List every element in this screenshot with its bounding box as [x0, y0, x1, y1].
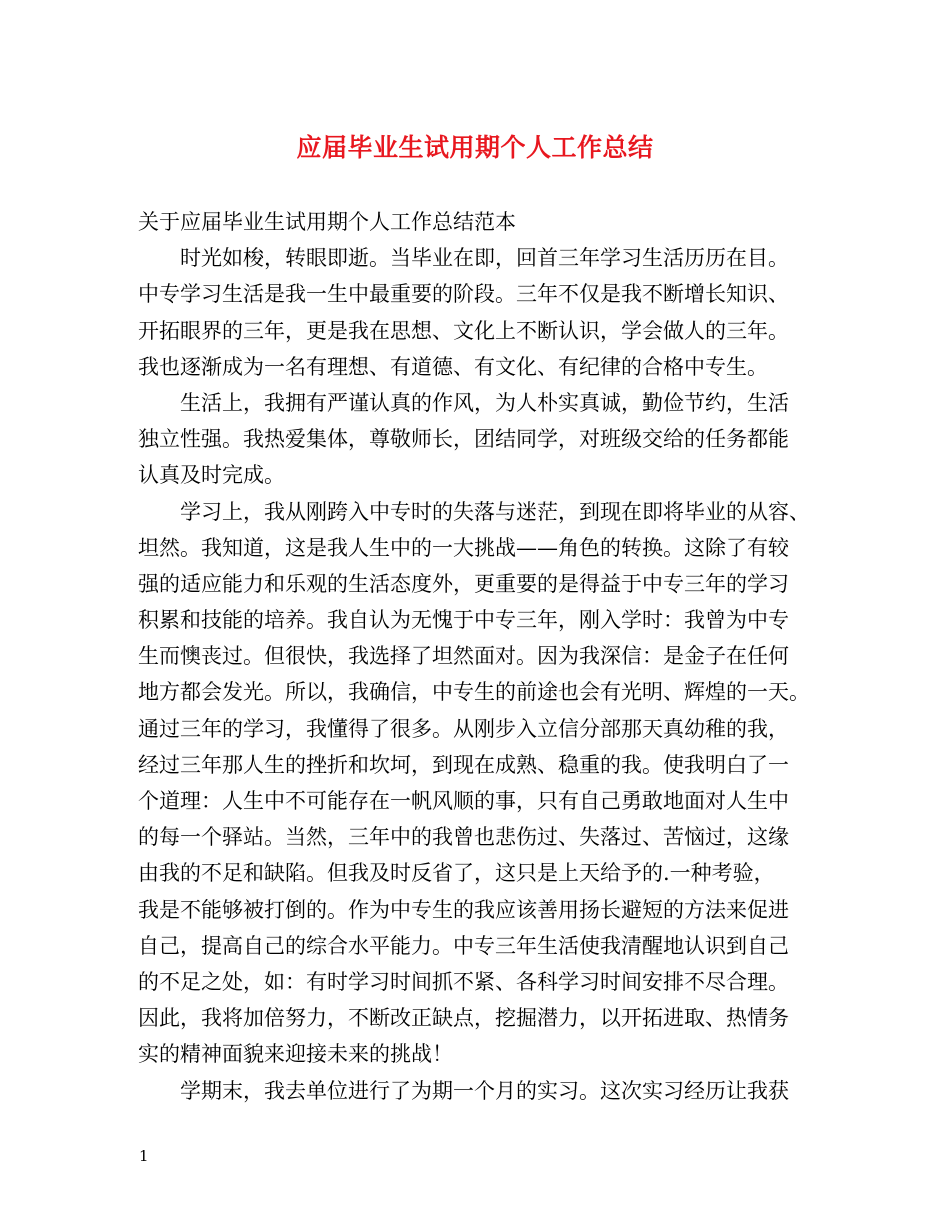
text-line: 的不足之处，如：有时学习时间抓不紧、各科学习时间安排不尽合理。 — [138, 969, 789, 994]
text-line: 中专学习生活是我一生中最重要的阶段。三年不仅是我不断增长知识、 — [138, 282, 789, 307]
text-line: 实的精神面貌来迎接未来的挑战！ — [138, 1042, 453, 1067]
text-line: 强的适应能力和乐观的生活态度外，更重要的是得益于中专三年的学习 — [138, 571, 789, 596]
text-line: 因此，我将加倍努力，不断改正缺点，挖掘潜力，以开拓进取、热情务 — [138, 1006, 789, 1031]
text-line: 学期末，我去单位进行了为期一个月的实习。这次实习经历让我获 — [138, 1078, 789, 1103]
text-line: 经过三年那人生的挫折和坎坷，到现在成熟、稳重的我。使我明白了一 — [138, 752, 789, 777]
text-line: 关于应届毕业生试用期个人工作总结范本 — [138, 210, 516, 234]
text-line: 时光如梭，转眼即逝。当毕业在即，回首三年学习生活历历在目。 — [138, 246, 789, 271]
text-line: 由我的不足和缺陷。但我及时反省了，这只是上天给予的.一种考验， — [138, 861, 775, 886]
text-line: 生而懊丧过。但很快，我选择了坦然面对。因为我深信：是金子在任何 — [138, 644, 789, 669]
text-line: 自己，提高自己的综合水平能力。中专三年生活使我清醒地认识到自己 — [138, 933, 789, 958]
text-line: 地方都会发光。所以，我确信，中专生的前途也会有光明、辉煌的一天。 — [138, 680, 810, 705]
page-number: 1 — [139, 1147, 149, 1165]
text-line: 认真及时完成。 — [138, 463, 285, 488]
text-line: 学习上，我从刚跨入中专时的失落与迷茫，到现在即将毕业的从容、 — [138, 499, 810, 524]
text-line: 个道理：人生中不可能存在一帆风顺的事，只有自己勇敢地面对人生中 — [138, 789, 789, 813]
text-line: 开拓眼界的三年，更是我在思想、文化上不断认识，学会做人的三年。 — [138, 318, 789, 343]
text-line: 坦然。我知道，这是我人生中的一大挑战——角色的转换。这除了有较 — [138, 535, 789, 560]
text-line: 积累和技能的培养。我自认为无愧于中专三年，刚入学时：我曾为中专 — [138, 608, 789, 633]
text-line: 我也逐渐成为一名有理想、有道德、有文化、有纪律的合格中专生。 — [138, 354, 768, 379]
document-title: 应届毕业生试用期个人工作总结 — [296, 133, 654, 162]
document-body — [138, 204, 838, 1109]
text-line: 通过三年的学习，我懂得了很多。从刚步入立信分部那天真幼稚的我， — [138, 716, 789, 741]
text-line: 生活上，我拥有严谨认真的作风，为人朴实真诚，勤俭节约，生活 — [138, 390, 789, 415]
text-line: 独立性强。我热爱集体，尊敬师长，团结同学，对班级交给的任务都能 — [138, 427, 789, 452]
text-line: 我是不能够被打倒的。作为中专生的我应该善用扬长避短的方法来促进 — [138, 897, 789, 922]
text-line: 的每一个驿站。当然，三年中的我曾也悲伤过、失落过、苦恼过，这缘 — [138, 825, 789, 850]
